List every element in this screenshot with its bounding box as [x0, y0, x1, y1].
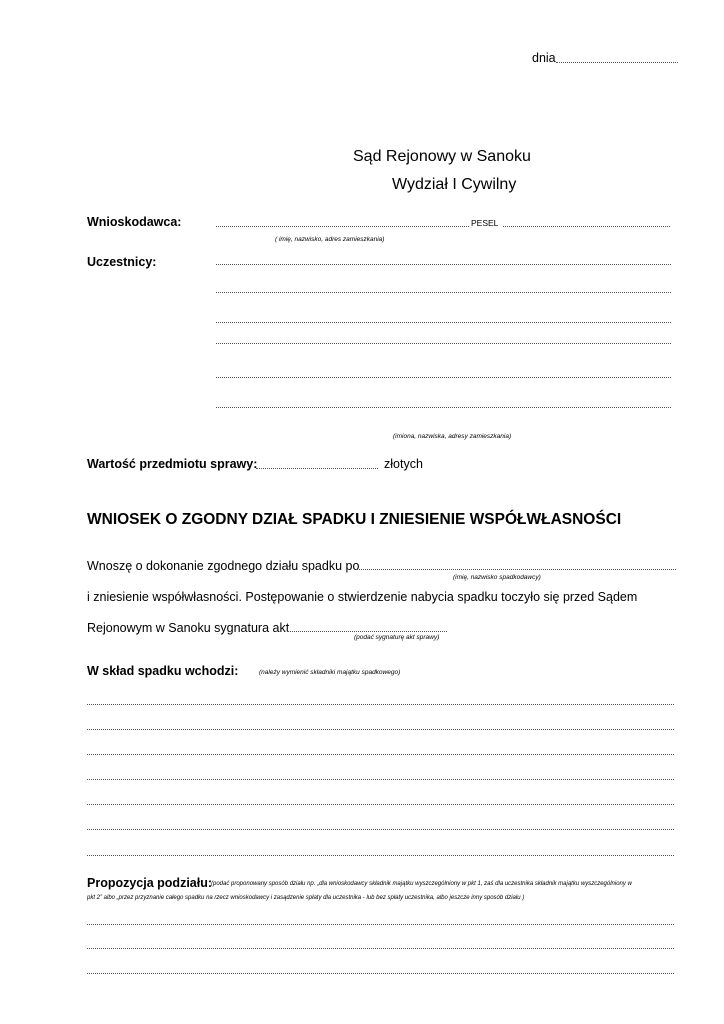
- applicant-hint: ( imię, nazwisko, adres zamieszkania): [275, 236, 385, 243]
- request-line-1: Wnoszę o dokonanie zgodnego działu spadku po: [87, 559, 360, 573]
- proposal-line-2[interactable]: [87, 948, 674, 949]
- deceased-hint: (imię, nazwisko spadkodawcy): [453, 574, 541, 581]
- date-label: dnia: [532, 51, 556, 65]
- proposal-hint-b: pkt 2” albo „przez przyznanie całego spadku na rzecz wnioskodawcy i zasądzenie spłaty dla uczestnika - lub bez spłaty uczestnika, albo jeszcze inny sposób działu ): [87, 895, 525, 901]
- estate-line-2[interactable]: [87, 729, 674, 730]
- court-division: Wydział I Cywilny: [392, 176, 517, 193]
- estate-label: W skład spadku wchodzi:: [87, 664, 239, 678]
- participants-line-5[interactable]: [216, 377, 671, 378]
- value-field[interactable]: [256, 468, 378, 469]
- applicant-field[interactable]: [216, 226, 469, 227]
- applicant-label: Wnioskodawca:: [87, 215, 182, 229]
- participants-line-6[interactable]: [216, 407, 671, 408]
- participants-line-2[interactable]: [216, 292, 671, 293]
- estate-line-7[interactable]: [87, 855, 674, 856]
- estate-line-3[interactable]: [87, 754, 674, 755]
- participants-line-4[interactable]: [216, 343, 671, 344]
- estate-line-1[interactable]: [87, 704, 674, 705]
- case-number-field[interactable]: [287, 631, 447, 632]
- pesel-label: PESEL: [471, 218, 499, 228]
- estate-line-5[interactable]: [87, 804, 674, 805]
- document-title: WNIOSEK O ZGODNY DZIAŁ SPADKU I ZNIESIENIE WSPÓŁWŁASNOŚCI: [87, 511, 622, 528]
- request-line-3: Rejonowym w Sanoku sygnatura akt: [87, 621, 290, 635]
- proposal-hint-a: (podać proponowany sposób działu np. „dla wnioskodawcy składnik majątku wyszczególniony w pkt 1, zaś dla uczestnika składnik majątku wyszczególniony w: [211, 881, 632, 887]
- value-label: Wartość przedmiotu sprawy:: [87, 457, 258, 471]
- case-number-hint: (podać sygnaturę akt sprawy): [354, 634, 440, 641]
- participants-line-3[interactable]: [216, 322, 671, 323]
- deceased-field[interactable]: [356, 569, 676, 570]
- request-line-2: i zniesienie współwłasności. Postępowanie o stwierdzenie nabycia spadku toczyło się przed Sądem: [87, 590, 638, 604]
- date-field[interactable]: [556, 62, 678, 63]
- participants-hint: (imiona, nazwiska, adresy zamieszkania): [393, 433, 512, 440]
- participants-line-1[interactable]: [216, 264, 671, 265]
- estate-hint: (należy wymienić składniki majątku spadkowego): [259, 669, 401, 676]
- estate-line-6[interactable]: [87, 829, 674, 830]
- proposal-line-3[interactable]: [87, 973, 674, 974]
- participants-label: Uczestnicy:: [87, 255, 157, 269]
- proposal-line-1[interactable]: [87, 924, 674, 925]
- court-name: Sąd Rejonowy w Sanoku: [353, 148, 531, 165]
- estate-line-4[interactable]: [87, 779, 674, 780]
- pesel-field[interactable]: [503, 226, 670, 227]
- proposal-label: Propozycja podziału:: [87, 876, 213, 890]
- value-unit: złotych: [384, 457, 423, 471]
